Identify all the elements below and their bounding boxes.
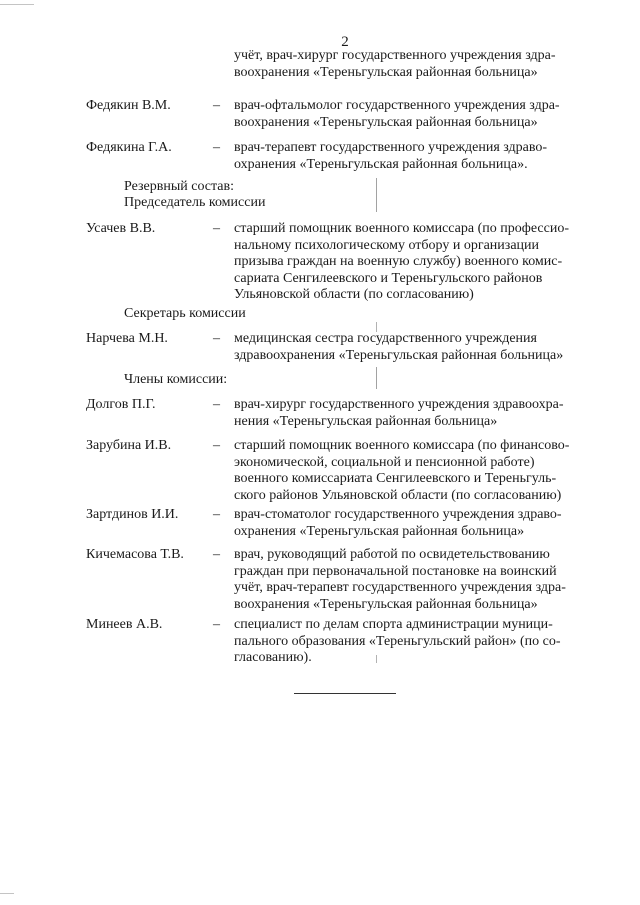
- member-name: Долгов П.Г.: [86, 397, 156, 412]
- dash: –: [213, 438, 220, 453]
- member-name: Федякина Г.А.: [86, 140, 172, 155]
- scan-artifact: [376, 178, 377, 212]
- dash: –: [213, 331, 220, 346]
- member-position: старший помощник военного комиссара (по финансово- экономической, социальной и пенсионной работе) военного комиссариата Сенгилеевского и Тереньгуль- ского районов Ульяновской области (по согласованию): [234, 438, 570, 503]
- scan-artifact: [0, 4, 34, 5]
- dash: –: [213, 140, 220, 155]
- member-name: Кичемасова Т.В.: [86, 547, 184, 562]
- secretary-position: медицинская сестра государственного учреждения здравоохранения «Тереньгульская районная больница»: [234, 331, 564, 363]
- secretary-heading: Секретарь комиссии: [124, 306, 246, 321]
- scan-artifact: [376, 655, 377, 663]
- secretary-name: Нарчева М.Н.: [86, 331, 168, 346]
- reserve-heading: Резервный состав:: [124, 179, 235, 194]
- entry-description: учёт, врач-хирург государственного учреждения здра- воохранения «Тереньгульская районная больница»: [234, 48, 556, 80]
- dash: –: [213, 221, 220, 236]
- scan-artifact: [376, 322, 377, 332]
- scan-artifact: [376, 367, 377, 389]
- member-position: врач-офтальмолог государственного учреждения здра- воохранения «Тереньгульская районная больница»: [234, 98, 560, 130]
- member-name: Федякин В.М.: [86, 98, 171, 113]
- page-number: 2: [341, 34, 349, 50]
- members-heading: Члены комиссии:: [124, 372, 228, 387]
- member-name: Зартдинов И.И.: [86, 507, 179, 522]
- member-position: врач-хирург государственного учреждения здравоохра- нения «Тереньгульская районная больница»: [234, 397, 564, 429]
- member-position: врач, руководящий работой по освидетельствованию граждан при первоначальной постановке на воинский учёт, врач-терапевт государственного учреждения здра- воохранения «Тереньгульская районная больница»: [234, 547, 566, 612]
- chairman-name: Усачев В.В.: [86, 221, 156, 236]
- dash: –: [213, 98, 220, 113]
- chairman-heading: Председатель комиссии: [124, 195, 266, 210]
- member-name: Зарубина И.В.: [86, 438, 172, 453]
- end-rule: [294, 693, 396, 694]
- dash: –: [213, 397, 220, 412]
- dash: –: [213, 547, 220, 562]
- member-position: врач-терапевт государственного учреждения здраво- охранения «Тереньгульская районная больница».: [234, 140, 548, 172]
- chairman-position: старший помощник военного комиссара (по профессио- нальному психологическому отбору и организации призыва граждан на военную службу) военного комис- сариата Сенгилеевского и Тереньгульского районов Ульяновской области (по согласованию): [234, 221, 569, 302]
- member-position: врач-стоматолог государственного учреждения здраво- охранения «Тереньгульская районная больница»: [234, 507, 562, 539]
- scan-artifact: [0, 893, 14, 894]
- dash: –: [213, 507, 220, 522]
- member-position: специалист по делам спорта администрации муници- пального образования «Тереньгульский район» (по со- гласованию).: [234, 617, 561, 665]
- member-name: Минеев А.В.: [86, 617, 163, 632]
- dash: –: [213, 617, 220, 632]
